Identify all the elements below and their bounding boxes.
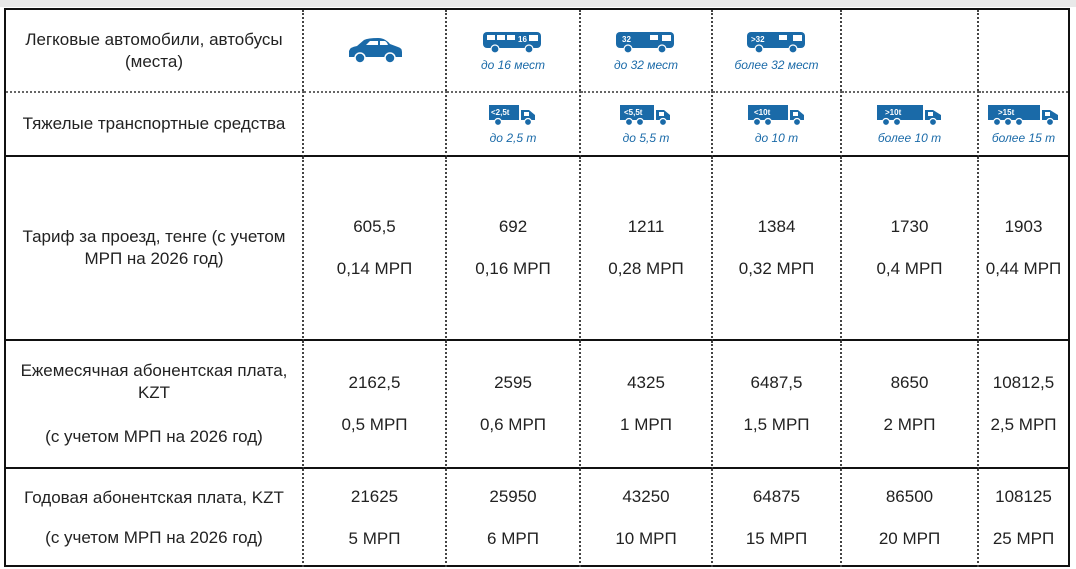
truck-over-10-caption: более 10 т xyxy=(877,131,942,145)
top-strip xyxy=(0,0,1076,7)
kzt-value: 21625 xyxy=(350,487,399,506)
truck-icon xyxy=(875,103,945,127)
bus-16-header xyxy=(447,10,581,91)
toll-fare-cell xyxy=(304,157,447,341)
toll-fare-cell xyxy=(713,157,842,341)
empty-header-cell xyxy=(979,10,1068,91)
toll-fare-cell xyxy=(581,157,713,341)
bus-over-32-header xyxy=(713,10,842,91)
empty-heavy-cell xyxy=(304,91,447,157)
empty-header-cell xyxy=(842,10,979,91)
bus-icon xyxy=(614,30,678,54)
kzt-value: 108125 xyxy=(995,487,1052,506)
kzt-value: 1903 xyxy=(1004,217,1043,236)
mrp-value: 1 МРП xyxy=(620,415,672,434)
toll-fare-cell xyxy=(842,157,979,341)
annual-fee-label-line: Годовая абонентская плата, KZT xyxy=(24,488,284,507)
kzt-value: 605,5 xyxy=(353,217,396,236)
mrp-value: 0,4 МРП xyxy=(876,259,943,278)
kzt-value: 8650 xyxy=(890,373,929,392)
annual-fee-cell xyxy=(304,469,447,567)
truck-over-10-tag: >10t xyxy=(884,108,901,117)
bus-32-tag: 32 xyxy=(622,34,631,44)
kzt-value: 6487,5 xyxy=(750,373,803,392)
monthly-fee-cell xyxy=(713,341,842,469)
toll-fare-label-line: Тариф за проезд, тенге (с учетом xyxy=(22,227,286,246)
cars-buses-label xyxy=(6,10,304,91)
mrp-value: 0,14 МРП xyxy=(336,259,413,278)
car-icon xyxy=(345,36,405,66)
annual-fee-label xyxy=(6,469,304,567)
annual-fee-cell xyxy=(979,469,1068,567)
truck-icon xyxy=(746,103,808,127)
kzt-value: 1730 xyxy=(890,217,929,236)
mrp-value: 5 МРП xyxy=(348,529,401,548)
truck-over-15-caption: более 15 т xyxy=(991,131,1056,145)
car-column-header xyxy=(304,10,447,91)
truck-over-10-header xyxy=(842,91,979,157)
mrp-value: 0,5 МРП xyxy=(341,415,408,434)
toll-fare-cell xyxy=(979,157,1068,341)
bus-16-tag: 16 xyxy=(518,34,527,44)
truck-icon xyxy=(986,103,1062,127)
truck-2-5-tag: <2,5t xyxy=(491,108,510,117)
mrp-value: 0,32 МРП xyxy=(738,259,815,278)
truck-icon xyxy=(487,103,539,127)
monthly-fee-cell xyxy=(581,341,713,469)
bus-16-caption: до 16 мест xyxy=(480,57,546,72)
mrp-value: 0,28 МРП xyxy=(608,259,684,278)
bus-icon xyxy=(481,30,545,54)
mrp-value: 0,16 МРП xyxy=(475,259,551,278)
monthly-fee-label-line: (с учетом МРП на 2026 год) xyxy=(45,427,263,446)
monthly-fee-label xyxy=(6,341,304,469)
truck-over-15-tag: >15t xyxy=(997,108,1014,117)
truck-5-5-tag: <5,5t xyxy=(624,108,643,117)
mrp-value: 0,44 МРП xyxy=(985,259,1062,278)
cars-buses-label-text: Легковые автомобили, автобусы (места) xyxy=(25,29,283,71)
bus-over-32-tag: >32 xyxy=(750,34,765,44)
truck-10-caption: до 10 т xyxy=(754,131,799,145)
truck-5-5-header xyxy=(581,91,713,157)
bus-32-caption: до 32 мест xyxy=(613,57,679,72)
kzt-value: 4325 xyxy=(627,373,665,392)
truck-over-15-header xyxy=(979,91,1068,157)
annual-fee-cell xyxy=(447,469,581,567)
mrp-value: 2,5 МРП xyxy=(990,415,1057,434)
kzt-value: 1211 xyxy=(627,217,665,236)
kzt-value: 25950 xyxy=(489,487,537,506)
kzt-value: 43250 xyxy=(622,487,670,506)
kzt-value: 64875 xyxy=(752,487,801,506)
truck-2-5-caption: до 2,5 т xyxy=(489,131,537,145)
mrp-value: 20 МРП xyxy=(878,529,941,548)
toll-fare-label-line: МРП на 2026 год) xyxy=(84,249,224,268)
toll-fare-label xyxy=(6,157,304,341)
heavy-vehicles-label-text: Тяжелые транспортные средства xyxy=(22,114,286,133)
kzt-value: 10812,5 xyxy=(992,373,1055,392)
annual-fee-cell xyxy=(581,469,713,567)
bus-icon xyxy=(745,30,809,54)
monthly-fee-cell xyxy=(979,341,1068,469)
truck-10-header xyxy=(713,91,842,157)
truck-5-5-caption: до 5,5 т xyxy=(622,131,670,145)
monthly-fee-cell xyxy=(304,341,447,469)
annual-fee-cell xyxy=(713,469,842,567)
annual-fee-label-line: (с учетом МРП на 2026 год) xyxy=(45,528,263,547)
mrp-value: 1,5 МРП xyxy=(743,415,810,434)
truck-icon xyxy=(618,103,674,127)
bus-32-header xyxy=(581,10,713,91)
kzt-value: 692 xyxy=(498,217,528,236)
mrp-value: 15 МРП xyxy=(745,529,808,548)
monthly-fee-cell xyxy=(447,341,581,469)
kzt-value: 86500 xyxy=(885,487,934,506)
monthly-fee-label-line: Ежемесячная абонентская плата, xyxy=(20,361,288,380)
kzt-value: 1384 xyxy=(757,217,796,236)
bus-over-32-caption: более 32 мест xyxy=(734,57,819,72)
mrp-value: 10 МРП xyxy=(615,529,677,548)
truck-10-tag: <10t xyxy=(753,108,770,117)
truck-2-5-header xyxy=(447,91,581,157)
heavy-vehicles-label xyxy=(6,91,304,157)
toll-fare-cell xyxy=(447,157,581,341)
tariff-table xyxy=(4,8,1070,567)
mrp-value: 0,6 МРП xyxy=(479,415,547,434)
kzt-value: 2595 xyxy=(494,373,532,392)
annual-fee-cell xyxy=(842,469,979,567)
mrp-value: 25 МРП xyxy=(992,529,1055,548)
mrp-value: 2 МРП xyxy=(883,415,936,434)
monthly-fee-label-line: KZT xyxy=(137,383,171,402)
kzt-value: 2162,5 xyxy=(348,373,401,392)
mrp-value: 6 МРП xyxy=(487,529,539,548)
monthly-fee-cell xyxy=(842,341,979,469)
